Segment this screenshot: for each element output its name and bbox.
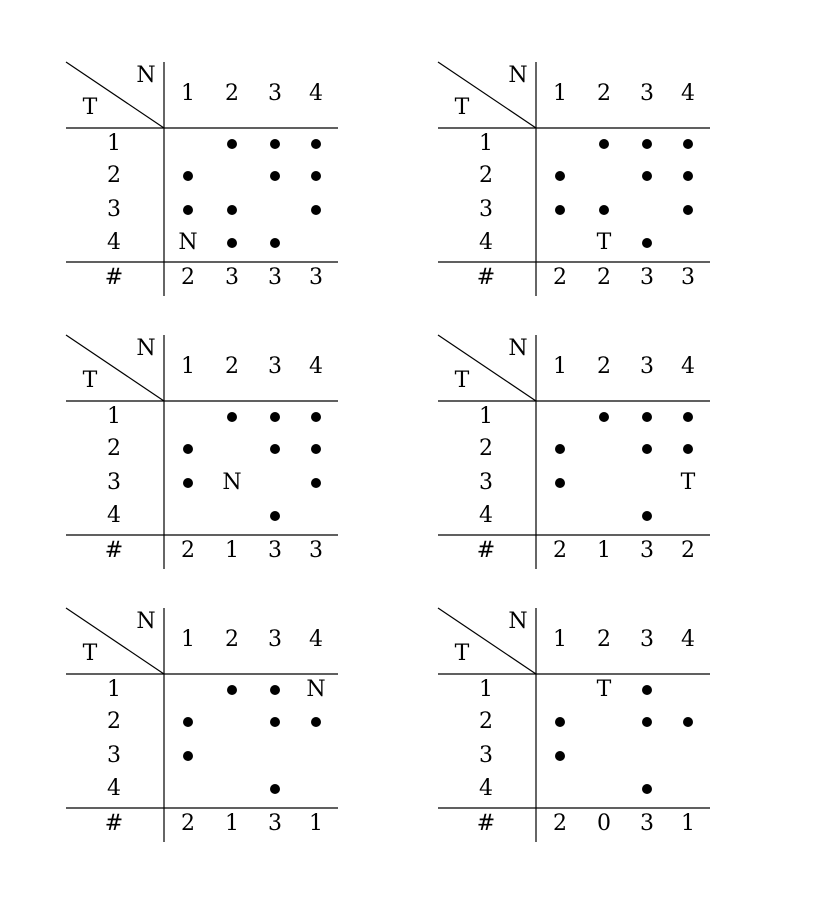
incidence-dot <box>555 717 565 727</box>
row-label-3: 3 <box>479 470 493 495</box>
count-value-3: 3 <box>640 265 654 290</box>
row-label-1: 1 <box>479 131 493 156</box>
incidence-dot <box>183 478 193 488</box>
column-header-2: 2 <box>597 81 611 106</box>
incidence-dot <box>311 444 321 454</box>
column-header-1: 1 <box>181 627 195 652</box>
column-header-1: 1 <box>181 354 195 379</box>
column-header-3: 3 <box>268 354 282 379</box>
count-value-4: 1 <box>309 811 323 836</box>
incidence-table-4 <box>438 335 712 571</box>
column-header-4: 4 <box>309 627 323 652</box>
row-label-3: 3 <box>107 743 121 768</box>
incidence-dot <box>270 139 280 149</box>
row-label-4: 4 <box>107 503 121 528</box>
incidence-dot <box>555 751 565 761</box>
incidence-dot <box>642 444 652 454</box>
corner-col-symbol: N <box>508 336 528 361</box>
count-value-2: 2 <box>597 265 611 290</box>
count-value-2: 0 <box>597 811 611 836</box>
incidence-dot <box>642 139 652 149</box>
row-label-2: 2 <box>107 709 121 734</box>
incidence-dot <box>642 511 652 521</box>
count-row-label: # <box>104 811 124 836</box>
row-label-1: 1 <box>479 404 493 429</box>
count-value-4: 3 <box>681 265 695 290</box>
cell-marker: T <box>680 470 696 495</box>
incidence-dot <box>270 171 280 181</box>
corner-row-symbol: T <box>82 95 98 120</box>
incidence-dot <box>311 412 321 422</box>
column-header-2: 2 <box>597 627 611 652</box>
count-value-3: 3 <box>640 811 654 836</box>
row-label-2: 2 <box>479 163 493 188</box>
incidence-dot <box>683 171 693 181</box>
count-value-4: 3 <box>309 538 323 563</box>
corner-row-symbol: T <box>454 95 470 120</box>
count-row-label: # <box>104 265 124 290</box>
corner-col-symbol: N <box>136 63 156 88</box>
count-value-2: 1 <box>225 811 239 836</box>
row-label-3: 3 <box>107 470 121 495</box>
column-header-4: 4 <box>681 627 695 652</box>
cell-marker: N <box>178 230 198 255</box>
count-value-3: 3 <box>268 265 282 290</box>
column-header-2: 2 <box>225 627 239 652</box>
column-header-3: 3 <box>268 627 282 652</box>
incidence-dot <box>642 685 652 695</box>
incidence-dot <box>311 717 321 727</box>
row-label-2: 2 <box>479 436 493 461</box>
incidence-dot <box>683 412 693 422</box>
count-value-1: 2 <box>181 265 195 290</box>
incidence-dot <box>642 238 652 248</box>
corner-col-symbol: N <box>136 609 156 634</box>
row-label-4: 4 <box>479 230 493 255</box>
incidence-dot <box>227 139 237 149</box>
row-label-3: 3 <box>107 197 121 222</box>
count-value-4: 2 <box>681 538 695 563</box>
column-header-4: 4 <box>309 354 323 379</box>
incidence-dot <box>599 139 609 149</box>
incidence-table-1 <box>66 62 340 298</box>
count-value-2: 1 <box>597 538 611 563</box>
incidence-dot <box>227 238 237 248</box>
column-header-1: 1 <box>181 81 195 106</box>
incidence-dot <box>270 685 280 695</box>
incidence-dot <box>642 412 652 422</box>
cell-marker: N <box>222 470 242 495</box>
row-label-1: 1 <box>107 404 121 429</box>
row-label-4: 4 <box>479 776 493 801</box>
incidence-table-6 <box>438 608 712 844</box>
row-label-4: 4 <box>107 776 121 801</box>
column-header-1: 1 <box>553 354 567 379</box>
column-header-2: 2 <box>597 354 611 379</box>
column-header-4: 4 <box>309 81 323 106</box>
incidence-dot <box>555 478 565 488</box>
corner-row-symbol: T <box>454 641 470 666</box>
row-label-1: 1 <box>107 677 121 702</box>
count-value-2: 1 <box>225 538 239 563</box>
corner-row-symbol: T <box>82 641 98 666</box>
corner-col-symbol: N <box>508 609 528 634</box>
count-row-label: # <box>476 811 496 836</box>
row-label-1: 1 <box>479 677 493 702</box>
incidence-dot <box>311 139 321 149</box>
incidence-dot <box>555 171 565 181</box>
incidence-dot <box>227 685 237 695</box>
column-header-2: 2 <box>225 81 239 106</box>
count-value-3: 3 <box>268 811 282 836</box>
corner-row-symbol: T <box>82 368 98 393</box>
incidence-dot <box>270 444 280 454</box>
corner-col-symbol: N <box>508 63 528 88</box>
incidence-dot <box>183 717 193 727</box>
corner-col-symbol: N <box>136 336 156 361</box>
column-header-2: 2 <box>225 354 239 379</box>
count-value-2: 3 <box>225 265 239 290</box>
column-header-3: 3 <box>640 81 654 106</box>
incidence-dot <box>270 511 280 521</box>
count-value-3: 3 <box>640 538 654 563</box>
corner-row-symbol: T <box>454 368 470 393</box>
count-value-1: 2 <box>181 811 195 836</box>
incidence-dot <box>311 478 321 488</box>
incidence-dot <box>183 205 193 215</box>
incidence-dot <box>270 412 280 422</box>
row-label-4: 4 <box>107 230 121 255</box>
incidence-dot <box>270 784 280 794</box>
column-header-4: 4 <box>681 354 695 379</box>
count-value-1: 2 <box>181 538 195 563</box>
incidence-table-5 <box>66 608 340 844</box>
incidence-dot <box>642 784 652 794</box>
row-label-2: 2 <box>479 709 493 734</box>
incidence-dot <box>311 205 321 215</box>
incidence-dot <box>683 444 693 454</box>
incidence-dot <box>683 717 693 727</box>
row-label-3: 3 <box>479 197 493 222</box>
incidence-dot <box>642 171 652 181</box>
count-row-label: # <box>476 538 496 563</box>
row-label-1: 1 <box>107 131 121 156</box>
column-header-4: 4 <box>681 81 695 106</box>
incidence-dot <box>555 444 565 454</box>
column-header-1: 1 <box>553 81 567 106</box>
count-value-3: 3 <box>268 538 282 563</box>
row-label-2: 2 <box>107 163 121 188</box>
row-label-3: 3 <box>479 743 493 768</box>
count-value-4: 3 <box>309 265 323 290</box>
incidence-dot <box>642 717 652 727</box>
cell-marker: T <box>596 230 612 255</box>
incidence-table-2 <box>438 62 712 298</box>
count-value-4: 1 <box>681 811 695 836</box>
count-value-1: 2 <box>553 811 567 836</box>
incidence-dot <box>270 238 280 248</box>
count-value-1: 2 <box>553 538 567 563</box>
column-header-3: 3 <box>640 354 654 379</box>
column-header-1: 1 <box>553 627 567 652</box>
incidence-dot <box>311 171 321 181</box>
incidence-dot <box>183 171 193 181</box>
column-header-3: 3 <box>640 627 654 652</box>
count-row-label: # <box>104 538 124 563</box>
incidence-table-3 <box>66 335 340 571</box>
cell-marker: N <box>306 677 326 702</box>
incidence-dot <box>270 717 280 727</box>
incidence-dot <box>683 139 693 149</box>
incidence-dot <box>183 751 193 761</box>
column-header-3: 3 <box>268 81 282 106</box>
incidence-dot <box>599 205 609 215</box>
incidence-dot <box>227 412 237 422</box>
count-row-label: # <box>476 265 496 290</box>
count-value-1: 2 <box>553 265 567 290</box>
incidence-dot <box>555 205 565 215</box>
row-label-4: 4 <box>479 503 493 528</box>
cell-marker: T <box>596 677 612 702</box>
row-label-2: 2 <box>107 436 121 461</box>
incidence-dot <box>183 444 193 454</box>
incidence-dot <box>227 205 237 215</box>
incidence-dot <box>683 205 693 215</box>
incidence-dot <box>599 412 609 422</box>
